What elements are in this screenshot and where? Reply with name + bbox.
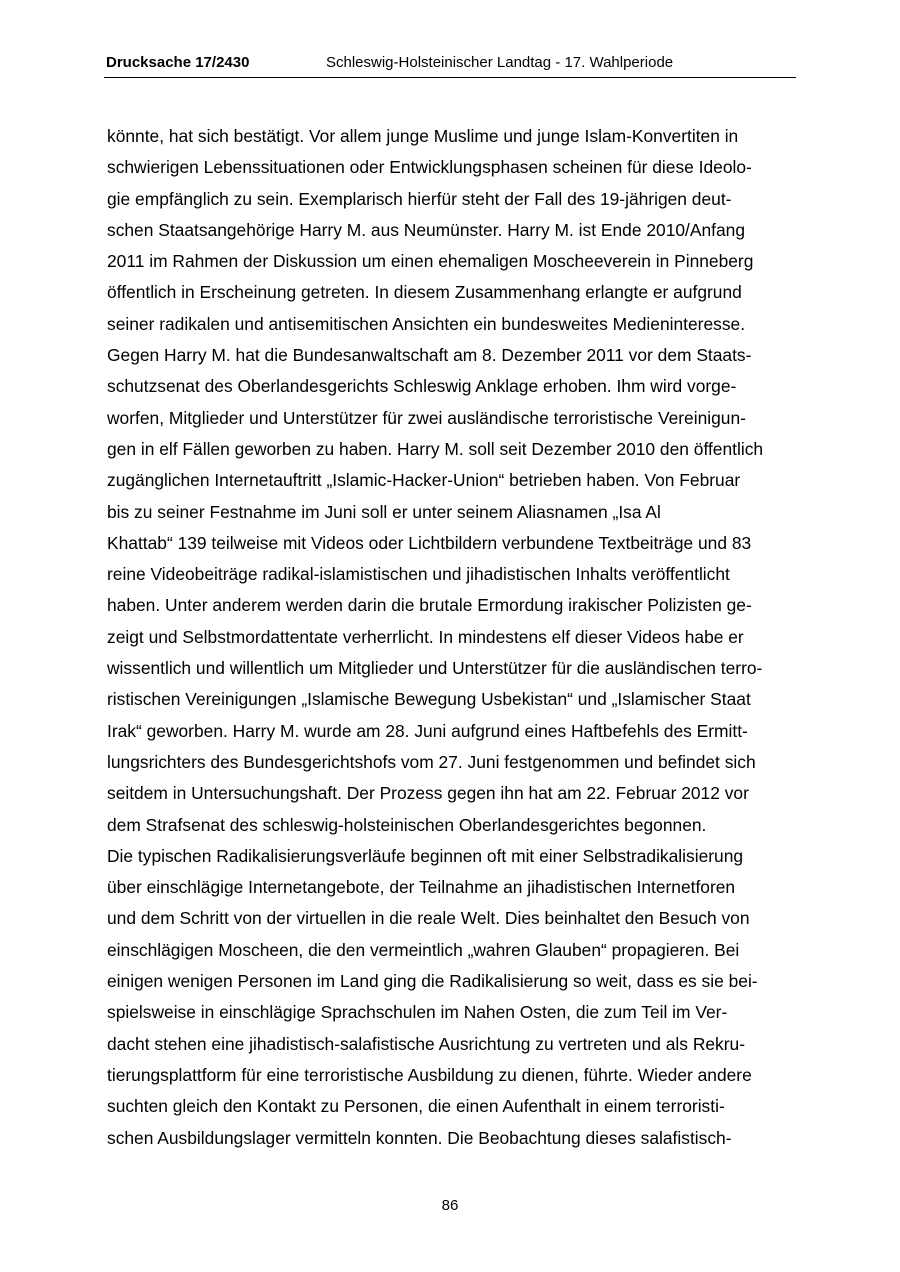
text-line: könnte, hat sich bestätigt. Vor allem junge Muslime und junge Islam-Konvertiten in bbox=[107, 126, 739, 146]
text-line: schutzsenat des Oberlandesgerichts Schleswig Anklage erhoben. Ihm wird vorge- bbox=[107, 376, 737, 397]
text-line: ristischen Vereinigungen „Islamische Bewegung Usbekistan“ und „Islamischer Staat bbox=[107, 689, 751, 710]
text-line: einschlägigen Moscheen, die den vermeintlich „wahren Glauben“ propagieren. Bei bbox=[107, 939, 740, 960]
text-line: wissentlich und willentlich um Mitglieder und Unterstützer für die ausländischen terro- bbox=[107, 658, 763, 679]
text-line: seitdem in Untersuchungshaft. Der Prozess gegen ihn hat am 22. Februar 2012 vor bbox=[107, 783, 749, 804]
text-line: reine Videobeiträge radikal-islamistischen und jihadistischen Inhalts veröffentlicht bbox=[107, 564, 730, 585]
text-line: worfen, Mitglieder und Unterstützer für zwei ausländische terroristische Vereinigun- bbox=[107, 407, 746, 428]
text-line: schen Ausbildungslager vermitteln konnten. Die Beobachtung dieses salafistisch- bbox=[107, 1127, 732, 1148]
text-line: öffentlich in Erscheinung getreten. In diesem Zusammenhang erlangte er aufgrund bbox=[107, 282, 742, 303]
text-line: Gegen Harry M. hat die Bundesanwaltschaft am 8. Dezember 2011 vor dem Staats- bbox=[107, 345, 752, 366]
text-line: Khattab“ 139 teilweise mit Videos oder Lichtbildern verbundene Textbeiträge und 83 bbox=[107, 532, 752, 553]
page-number: 86 bbox=[441, 1197, 459, 1214]
text-line: spielsweise in einschlägige Sprachschulen im Nahen Osten, die zum Teil im Ver- bbox=[107, 1002, 728, 1023]
text-line: einigen wenigen Personen im Land ging die Radikalisierung so weit, dass es sie bei- bbox=[107, 971, 758, 992]
text-line: und dem Schritt von der virtuellen in die reale Welt. Dies beinhaltet den Besuch von bbox=[107, 908, 750, 929]
text-line: haben. Unter anderem werden darin die brutale Ermordung irakischer Polizisten ge- bbox=[107, 595, 752, 616]
text-line: dacht stehen eine jihadistisch-salafistische Ausrichtung zu vertreten und als Rekru- bbox=[107, 1033, 745, 1054]
text-line: bis zu seiner Festnahme im Juni soll er unter seinem Aliasnamen „Isa Al bbox=[107, 501, 661, 522]
text-line: gie empfänglich zu sein. Exemplarisch hierfür steht der Fall des 19-jährigen deut- bbox=[107, 188, 732, 209]
text-line: gen in elf Fällen geworben zu haben. Harry M. soll seit Dezember 2010 den öffentlich bbox=[107, 438, 764, 459]
text-line: schen Staatsangehörige Harry M. aus Neumünster. Harry M. ist Ende 2010/Anfang bbox=[107, 219, 745, 240]
text-line: dem Strafsenat des schleswig-holsteinischen Oberlandesgerichtes begonnen. bbox=[107, 814, 707, 835]
text-line: lungsrichters des Bundesgerichtshofs vom 27. Juni festgenommen und befindet sich bbox=[107, 751, 756, 772]
page-header bbox=[104, 52, 796, 78]
header-title: Schleswig-Holsteinischer Landtag - 17. Wahlperiode bbox=[326, 54, 674, 71]
document-number: Drucksache 17/2430 bbox=[106, 54, 250, 71]
text-line: zeigt und Selbstmordattentate verherrlicht. In mindestens elf dieser Videos habe er bbox=[107, 626, 744, 647]
text-line: schwierigen Lebenssituationen oder Entwicklungsphasen scheinen für diese Ideolo- bbox=[107, 157, 752, 178]
text-line: über einschlägige Internetangebote, der Teilnahme an jihadistischen Internetforen bbox=[107, 877, 736, 898]
text-line: Irak“ geworben. Harry M. wurde am 28. Juni aufgrund eines Haftbefehls des Ermitt- bbox=[107, 720, 748, 741]
text-line: suchten gleich den Kontakt zu Personen, die einen Aufenthalt in einem terroristi- bbox=[107, 1096, 725, 1117]
text-line: zugänglichen Internetauftritt „Islamic-Hacker-Union“ betrieben haben. Von Februar bbox=[107, 470, 741, 491]
body-text bbox=[107, 121, 807, 1154]
text-line: 2011 im Rahmen der Diskussion um einen ehemaligen Moscheeverein in Pinneberg bbox=[107, 251, 754, 272]
text-line: tierungsplattform für eine terroristische Ausbildung zu dienen, führte. Wieder andere bbox=[107, 1064, 752, 1085]
text-line: Die typischen Radikalisierungsverläufe beginnen oft mit einer Selbstradikalisierung bbox=[107, 845, 744, 866]
text-line: seiner radikalen und antisemitischen Ansichten ein bundesweites Medieninteresse. bbox=[107, 313, 746, 334]
